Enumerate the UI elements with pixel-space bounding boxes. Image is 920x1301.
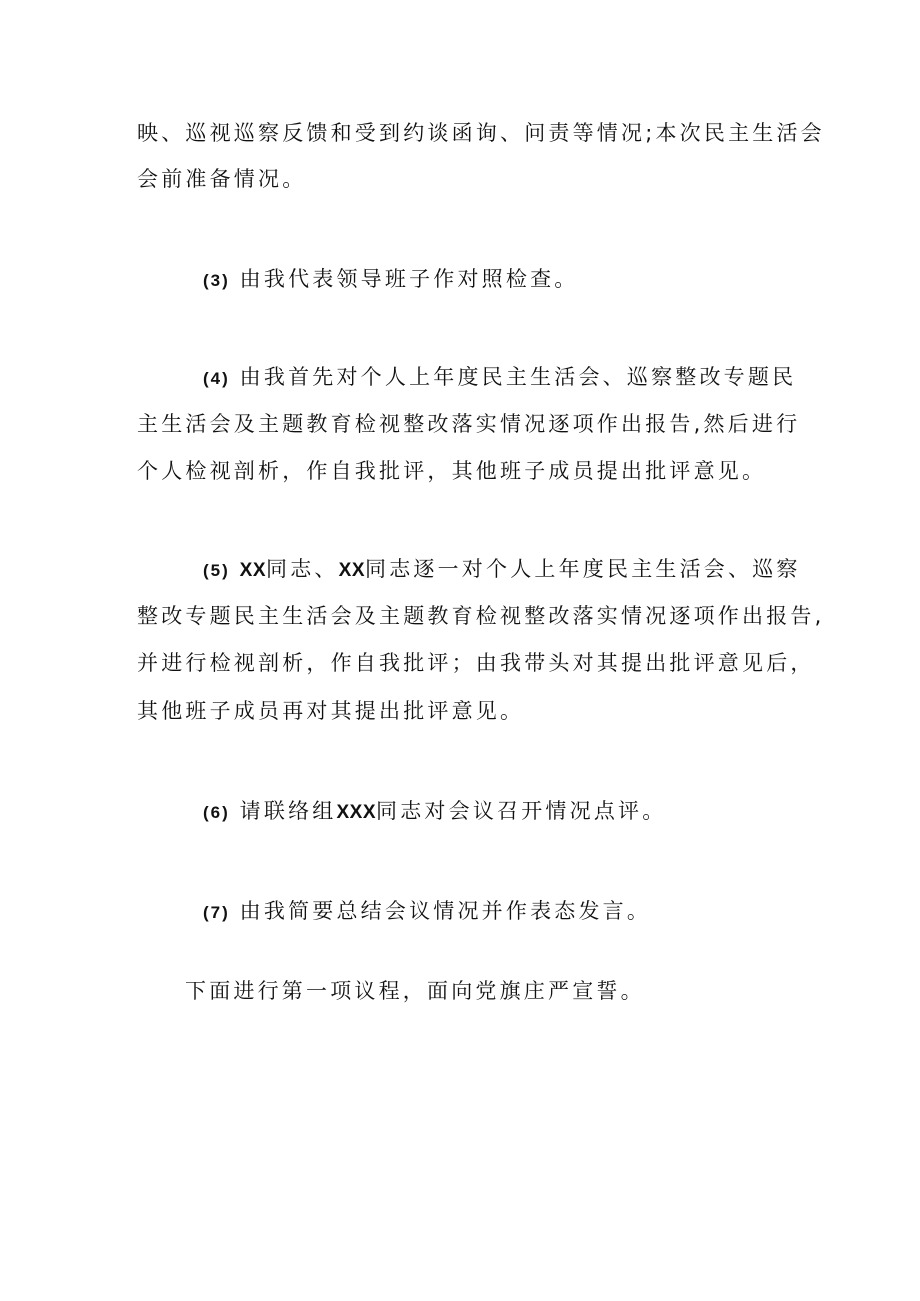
placeholder-name: XXX [336, 802, 377, 823]
agenda-item-5 [203, 554, 801, 586]
paragraph-line: 其他班子成员再对其提出批评意见。 [137, 699, 525, 723]
paragraph-line: 并进行检视剖析，作自我批评；由我带头对其提出批评意见后， [137, 651, 815, 675]
item-text: 由我首先对个人上年度民主生活会、巡察整改专题民 [239, 365, 797, 389]
item-text: 同志逐一对个人上年度民主生活会、巡察 [365, 557, 801, 581]
agenda-item-7 [203, 896, 651, 928]
item-number: (5) [203, 561, 230, 580]
item-text: 由我代表领导班子作对照检查。 [239, 267, 579, 291]
item-text: 同志对会议召开情况点评。 [376, 799, 667, 823]
paragraph-line: 会前准备情况。 [137, 167, 307, 191]
item-number: (7) [203, 903, 230, 922]
placeholder-name: XX [239, 560, 267, 581]
agenda-item-3 [203, 264, 578, 296]
paragraph-line: 整改专题民主生活会及主题教育检视整改落实情况逐项作出报告, [137, 604, 825, 628]
agenda-item-4 [203, 362, 796, 394]
paragraph-line: 主生活会及主题教育检视整改落实情况逐项作出报告,然后进行 [137, 412, 801, 436]
closing-line: 下面进行第一项议程，面向党旗庄严宣誓。 [185, 979, 645, 1003]
paragraph-line: 映、巡视巡察反馈和受到约谈函询、问责等情况;本次民主生活会 [137, 121, 825, 145]
agenda-item-6 [203, 796, 666, 828]
item-number: (6) [203, 803, 230, 822]
item-number: (4) [203, 369, 230, 388]
item-number: (3) [203, 271, 230, 290]
item-text: 由我简要总结会议情况并作表态发言。 [239, 899, 652, 923]
item-text: 同志、 [266, 557, 339, 581]
item-text: 请联络组 [239, 799, 337, 823]
paragraph-line: 个人检视剖析，作自我批评，其他班子成员提出批评意见。 [137, 459, 767, 483]
placeholder-name: XX [338, 560, 365, 581]
